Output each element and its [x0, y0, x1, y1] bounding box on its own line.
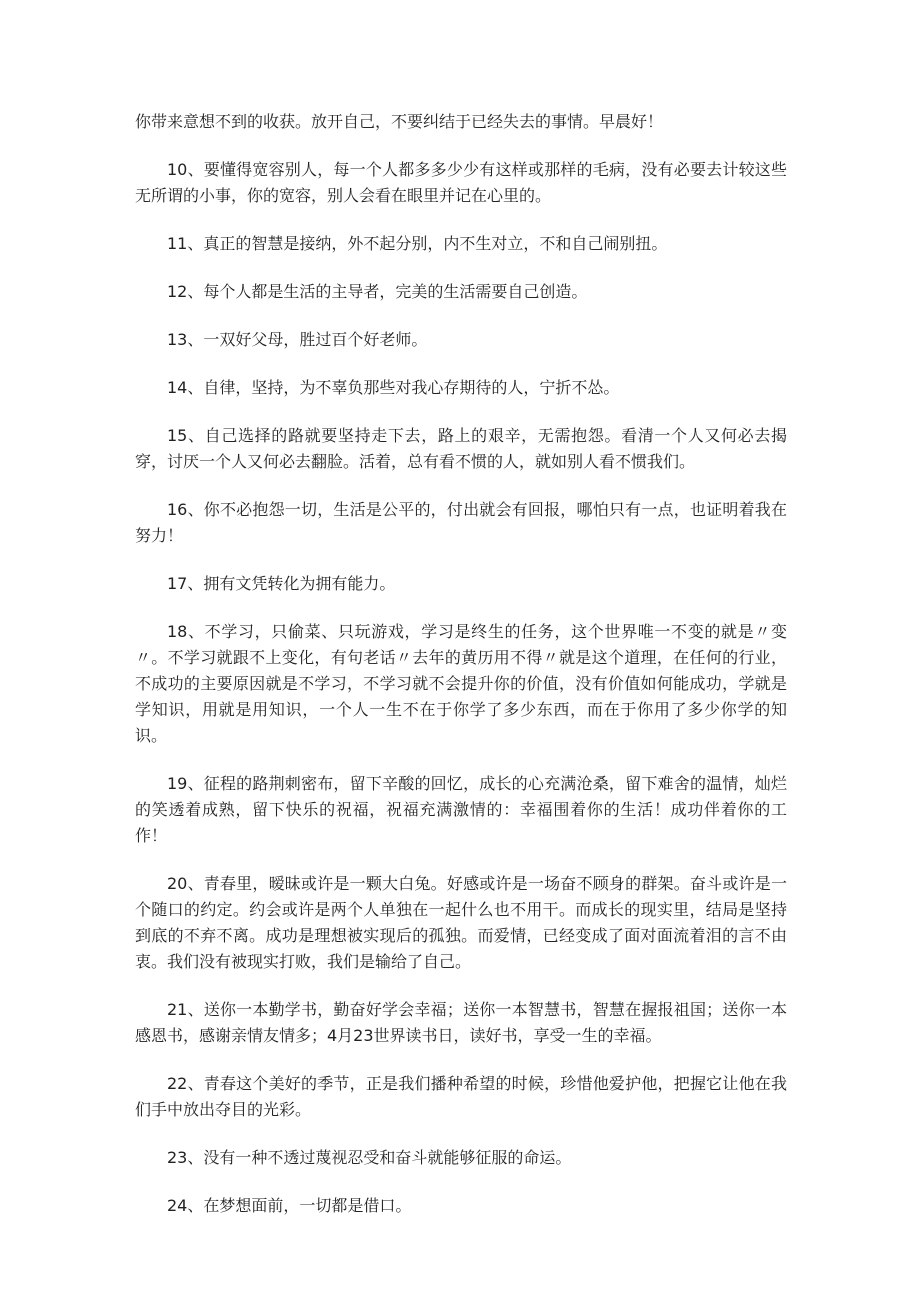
paragraph-13: 13、一双好父母，胜过百个好老师。: [167, 330, 428, 349]
paragraph-16: 16、你不必抱怨一切，生活是公平的，付出就会有回报，哪怕只有一点，也证明着我在努力！: [135, 500, 787, 545]
paragraph-20: 20、青春里，暧昧或许是一颗大白兔。好感或许是一场奋不顾身的群架。奋斗或许是一个随口的约定。约会或许是两个人单独在一起什么也不用干。而成长的现实里，结局是坚持到底的不弃不离。成功是理想被实现后的孤独。而爱情，已经变成了面对面流着泪的言不由衷。我们没有被现实打败，我们是输给了自己。: [135, 874, 787, 971]
paragraph-21: 21、送你一本勤学书，勤奋好学会幸福；送你一本智慧书，智慧在握报祖国；送你一本感恩书，感谢亲情友情多；4月23世界读书日，读好书，享受一生的幸福。: [135, 1000, 787, 1045]
paragraph-22: 22、青春这个美好的季节，正是我们播种希望的时候，珍惜他爱护他，把握它让他在我们手中放出夺目的光彩。: [135, 1074, 787, 1119]
paragraph-12: 12、每个人都是生活的主导者，完美的生活需要自己创造。: [167, 282, 588, 301]
paragraph-17: 17、拥有文凭转化为拥有能力。: [167, 574, 396, 593]
paragraph-15: 15、自己选择的路就要坚持走下去，路上的艰辛，无需抱怨。看清一个人又何必去揭穿，讨厌一个人又何必去翻脸。活着，总有看不惯的人，就如别人看不惯我们。: [135, 426, 787, 471]
paragraph-23: 23、没有一种不透过蔑视忍受和奋斗就能够征服的命运。: [167, 1148, 572, 1167]
paragraph-continued: 你带来意想不到的收获。放开自己，不要纠结于已经失去的事情。早晨好！: [135, 112, 664, 131]
paragraph-10: 10、要懂得宽容别人，每一个人都多多少少有这样或那样的毛病，没有必要去计较这些无所谓的小事，你的宽容，别人会看在眼里并记在心里的。: [135, 160, 787, 205]
paragraph-14: 14、自律，坚持，为不辜负那些对我心存期待的人，宁折不怂。: [167, 378, 620, 397]
paragraph-11: 11、真正的智慧是接纳，外不起分别，内不生对立，不和自己闹别扭。: [167, 234, 668, 253]
paragraph-24: 24、在梦想面前，一切都是借口。: [167, 1196, 412, 1215]
document-body: [135, 109, 787, 1241]
paragraph-19: 19、征程的路荆刺密布，留下辛酸的回忆，成长的心充满沧桑，留下难舍的温情，灿烂的笑透着成熟，留下快乐的祝福，祝福充满激情的：幸福围着你的生活！成功伴着你的工作！: [135, 774, 787, 845]
paragraph-18: 18、不学习，只偷菜、只玩游戏，学习是终生的任务，这个世界唯一不变的就是〃变〃。不学习就跟不上变化，有句老话〃去年的黄历用不得〃就是这个道理，在任何的行业，不成功的主要原因就是不学习，不学习就不会提升你的价值，没有价值如何能成功，学就是学知识，用就是用知识，一个人一生不在于你学了多少东西，而在于你用了多少你学的知识。: [135, 622, 787, 745]
